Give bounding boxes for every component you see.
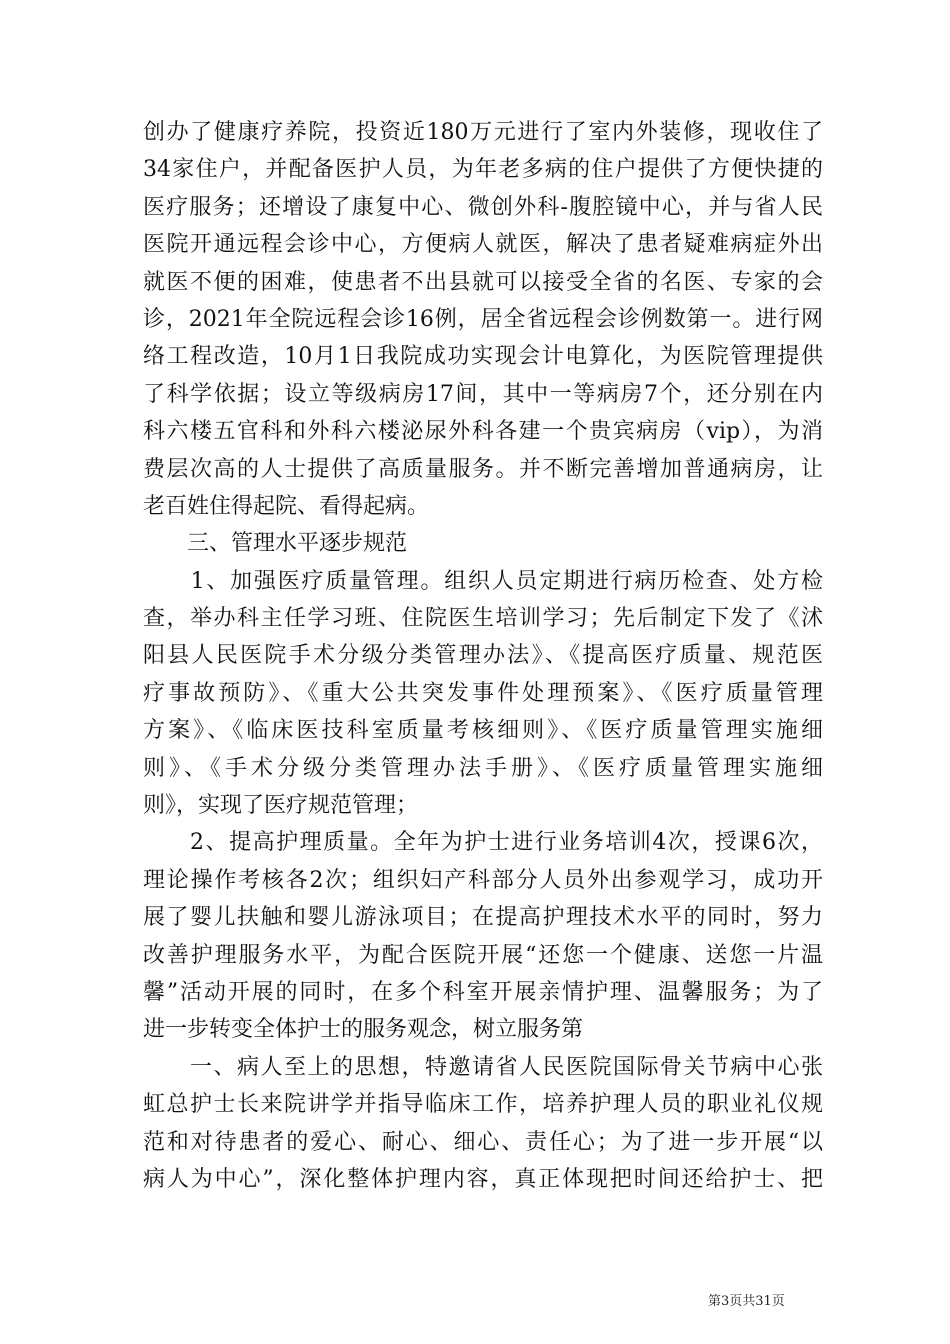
text-line: 展了婴儿扶触和婴儿游泳项目；在提高护理技术水平的同时，努力 — [143, 905, 823, 931]
text-line: 了科学依据；设立等级病房17间，其中一等病房7个，还分别在内 — [143, 381, 823, 407]
text-line: 则》，实现了医疗规范管理； — [143, 793, 419, 819]
text-line: 疗事故预防》、《重大公共突发事件处理预案》、《医疗质量管理 — [143, 680, 823, 706]
text-line: 络工程改造，10月1日我院成功实现会计电算化，为医院管理提供 — [143, 344, 823, 370]
text-line: 1、加强医疗质量管理。组织人员定期进行病历检查、处方检 — [143, 568, 823, 594]
text-line: 改善护理服务水平，为配合医院开展“还您一个健康、送您一片温 — [143, 942, 823, 968]
text-line: 医院开通远程会诊中心，方便病人就医，解决了患者疑难病症外出 — [143, 232, 823, 258]
text-line: 进一步转变全体护士的服务观念，树立服务第 — [143, 1017, 584, 1043]
text-line: 病人为中心”，深化整体护理内容，真正体现把时间还给护士、把 — [143, 1166, 823, 1192]
text-line: 诊，2021年全院远程会诊16例，居全省远程会诊例数第一。进行网 — [143, 306, 823, 332]
text-line: 虹总护士长来院讲学并指导临床工作，培养护理人员的职业礼仪规 — [143, 1092, 823, 1118]
text-line: 方案》、《临床医技科室质量考核细则》、《医疗质量管理实施细 — [143, 718, 823, 744]
page-number: 第3页共31页 — [708, 1294, 785, 1309]
text-line: 理论操作考核各2次；组织妇产科部分人员外出参观学习，成功开 — [143, 867, 823, 893]
text-line: 创办了健康疗养院，投资近180万元进行了室内外装修，现收住了 — [143, 120, 823, 145]
text-line: 科六楼五官科和外科六楼泌尿外科各建一个贵宾病房（vip），为消 — [143, 419, 823, 445]
body-text — [143, 114, 823, 1198]
text-line: 三、管理水平逐步规范 — [143, 531, 408, 557]
text-line: 查，举办科主任学习班、住院医生培训学习；先后制定下发了《沭 — [143, 606, 823, 632]
text-line: 老百姓住得起院、看得起病。 — [143, 493, 430, 519]
text-line: 费层次高的人士提供了高质量服务。并不断完善增加普通病房，让 — [143, 456, 823, 482]
text-line: 则》、《手术分级分类管理办法手册》、《医疗质量管理实施细 — [143, 755, 823, 781]
text-line: 范和对待患者的爱心、耐心、细心、责任心；为了进一步开展“以 — [143, 1129, 823, 1155]
text-line: 2、提高护理质量。全年为护士进行业务培训4次，授课6次， — [143, 830, 823, 856]
text-line: 就医不便的困难，使患者不出县就可以接受全省的名医、专家的会 — [143, 269, 823, 295]
text-line: 一、病人至上的思想，特邀请省人民医院国际骨关节病中心张 — [143, 1054, 823, 1080]
text-line: 医疗服务；还增设了康复中心、微创外科-腹腔镜中心，并与省人民 — [143, 194, 823, 220]
text-line: 馨”活动开展的同时，在多个科室开展亲情护理、温馨服务；为了 — [143, 979, 823, 1005]
text-line: 阳县人民医院手术分级分类管理办法》、《提高医疗质量、规范医 — [143, 643, 823, 669]
text-line: 34家住户，并配备医护人员，为年老多病的住户提供了方便快捷的 — [143, 157, 823, 183]
